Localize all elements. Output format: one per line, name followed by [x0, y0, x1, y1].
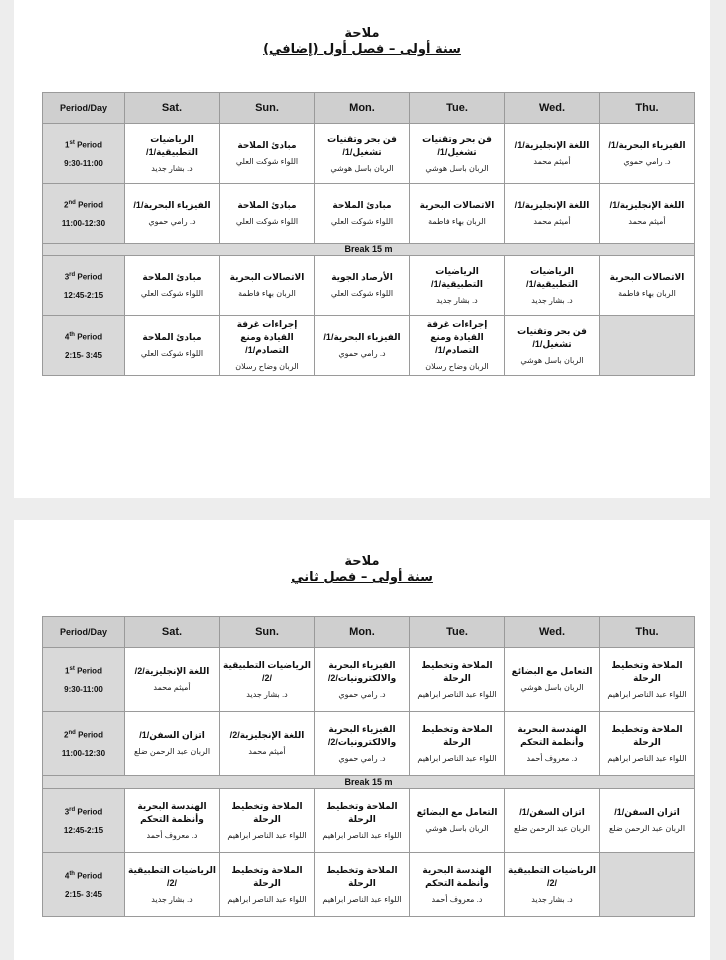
class-slot	[125, 648, 220, 712]
subject-name: اتزان السفن/1/	[614, 807, 680, 817]
instructor-name: أميثم محمد	[248, 747, 286, 756]
instructor-name: الربان بهاء فاطمة	[238, 289, 296, 298]
instructor-name: أميثم محمد	[533, 157, 571, 166]
period-suffix: th	[69, 871, 75, 878]
period-suffix: rd	[69, 272, 76, 279]
day-header: Wed.	[505, 93, 600, 124]
class-slot	[410, 256, 505, 316]
period-row	[43, 256, 695, 316]
subject-name: التعامل مع البضائع	[416, 807, 498, 817]
subject-name: الفيزياء البحرية/1/	[608, 140, 686, 150]
class-slot	[410, 853, 505, 917]
subject-name: الملاحة وتخطيط الرحلة	[231, 800, 303, 824]
instructor-name: د. معروف أحمد	[526, 753, 578, 763]
period-number: 4	[64, 871, 70, 881]
period-number: 2	[64, 200, 69, 210]
subject-name: الرياضيات التطبيقية /2/	[128, 864, 216, 888]
class-slot	[220, 184, 315, 244]
page-subtitle: سنة أولى – فصل ثاني	[291, 570, 433, 585]
period-suffix: st	[69, 140, 75, 147]
instructor-name: اللواء شوكت العلي	[235, 217, 299, 226]
page-title: ملاحة	[344, 26, 380, 41]
subject-name: اتزان السفن/1/	[139, 730, 205, 740]
subject-name: مبادئ الملاحة	[142, 332, 202, 342]
empty-slot	[600, 316, 695, 376]
day-header: Sat.	[125, 93, 220, 124]
subject-name: الفيزياء البحرية والالكترونيات/2/	[327, 723, 397, 747]
period-number: 1	[65, 666, 70, 676]
period-row	[43, 789, 695, 853]
instructor-name: الربان عبد الرحمن ضلع	[513, 824, 591, 833]
subject-name: الاتصالات البحرية	[419, 200, 495, 210]
subject-name: فن بحر وتقنيات تشغيل/1/	[327, 133, 397, 157]
subject-name: اللغة الإنجليزية/2/	[229, 730, 305, 740]
instructor-name: أميثم محمد	[153, 683, 191, 692]
period-word: Period	[77, 332, 103, 342]
instructor-name: الربان وضاح رسلان	[235, 362, 299, 371]
instructor-name: د. رامي حموي	[338, 349, 386, 358]
subject-name: اللغة الإنجليزية/1/	[609, 200, 685, 210]
class-slot	[315, 316, 410, 376]
class-slot	[315, 124, 410, 184]
instructor-name: اللواء شوكت العلي	[330, 217, 394, 226]
subject-name: الرياضيات التطبيقية/1/	[526, 265, 578, 289]
class-slot	[410, 789, 505, 853]
instructor-name: الربان وضاح رسلان	[425, 362, 489, 371]
timetable	[42, 92, 695, 376]
period-word: Period	[77, 140, 102, 150]
subject-name: الملاحة وتخطيط الرحلة	[611, 723, 683, 747]
instructor-name: أميثم محمد	[533, 217, 571, 226]
period-number: 2	[64, 730, 69, 740]
class-slot	[600, 712, 695, 776]
day-header: Wed.	[505, 617, 600, 648]
period-word: Period	[78, 200, 103, 210]
instructor-name: د. معروف أحمد	[431, 894, 483, 904]
period-number: 4	[64, 332, 70, 342]
period-label-cell	[43, 712, 125, 776]
period-number: 3	[64, 272, 70, 282]
class-slot	[315, 256, 410, 316]
class-slot	[315, 789, 410, 853]
subject-name: إجراءات غرفة القيادة ومنع التصادم/1/	[236, 319, 298, 355]
break-row	[43, 244, 695, 256]
period-time: 11:00-12:30	[61, 748, 106, 758]
instructor-name: د. بشار جديد	[531, 295, 573, 305]
period-word: Period	[77, 272, 103, 282]
subject-name: اللغة الإنجليزية/1/	[514, 140, 590, 150]
break-row	[43, 776, 695, 789]
class-slot	[505, 853, 600, 917]
subject-name: اللغة الإنجليزية/1/	[514, 200, 590, 210]
subject-name: الرياضيات التطبيقية/1/	[146, 133, 198, 157]
period-suffix: st	[69, 666, 75, 673]
class-slot	[220, 853, 315, 917]
class-slot	[315, 648, 410, 712]
empty-slot	[600, 853, 695, 917]
timetable	[42, 616, 695, 917]
class-slot	[125, 853, 220, 917]
period-day-header: Period/Day	[43, 93, 125, 124]
subject-name: الفيزياء البحرية/1/	[323, 332, 401, 342]
class-slot	[600, 184, 695, 244]
subject-name: اتزان السفن/1/	[519, 807, 585, 817]
subject-name: الملاحة وتخطيط الرحلة	[611, 659, 683, 683]
class-slot	[220, 712, 315, 776]
class-slot	[315, 184, 410, 244]
period-suffix: rd	[69, 807, 76, 814]
subject-name: الملاحة وتخطيط الرحلة	[231, 864, 303, 888]
break-label: Break 15 m	[43, 244, 695, 256]
day-header: Thu.	[600, 93, 695, 124]
page-title: ملاحة	[344, 554, 380, 569]
instructor-name: اللواء شوكت العلي	[235, 157, 299, 166]
class-slot	[315, 712, 410, 776]
subject-name: مبادئ الملاحة	[237, 200, 297, 210]
class-slot	[600, 124, 695, 184]
instructor-name: الربان باسل هوشي	[425, 163, 489, 173]
period-time: 9:30-11:00	[64, 684, 103, 694]
subject-name: اللغة الإنجليزية/2/	[134, 666, 210, 676]
subject-name: الهندسة البحرية وأنظمة التحكم	[517, 723, 587, 747]
class-slot	[505, 712, 600, 776]
period-label-cell	[43, 648, 125, 712]
instructor-name: اللواء شوكت العلي	[330, 289, 394, 298]
instructor-name: اللواء عبد الناصر ابراهيم	[322, 830, 402, 840]
period-suffix: nd	[68, 730, 76, 737]
instructor-name: اللواء عبد الناصر ابراهيم	[227, 830, 307, 840]
class-slot	[220, 789, 315, 853]
header-row	[43, 93, 695, 124]
period-row	[43, 184, 695, 244]
instructor-name: اللواء عبد الناصر ابراهيم	[417, 689, 497, 699]
subject-name: الملاحة وتخطيط الرحلة	[326, 800, 398, 824]
class-slot	[410, 316, 505, 376]
class-slot	[505, 184, 600, 244]
instructor-name: أميثم محمد	[628, 217, 666, 226]
period-label-cell	[43, 256, 125, 316]
period-time: 12:45-2:15	[63, 825, 104, 835]
subject-name: الملاحة وتخطيط الرحلة	[326, 864, 398, 888]
class-slot	[505, 316, 600, 376]
subject-name: الهندسة البحرية وأنظمة التحكم	[137, 800, 207, 824]
instructor-name: د. بشار جديد	[246, 689, 288, 699]
period-row	[43, 712, 695, 776]
period-label-cell	[43, 853, 125, 917]
instructor-name: د. رامي حموي	[148, 217, 196, 226]
subject-name: مبادئ الملاحة	[332, 200, 392, 210]
period-label-cell	[43, 124, 125, 184]
instructor-name: الربان بهاء فاطمة	[428, 217, 486, 226]
instructor-name: الربان عبد الرحمن ضلع	[133, 747, 211, 756]
instructor-name: د. بشار جديد	[151, 894, 193, 904]
class-slot	[410, 712, 505, 776]
class-slot	[220, 256, 315, 316]
subject-name: مبادئ الملاحة	[237, 140, 297, 150]
instructor-name: اللواء شوكت العلي	[140, 349, 204, 358]
subject-name: مبادئ الملاحة	[142, 272, 202, 282]
class-slot	[220, 316, 315, 376]
schedule-page-2	[14, 520, 710, 960]
day-header: Sun.	[220, 617, 315, 648]
period-word: Period	[77, 666, 102, 676]
header-row	[43, 617, 695, 648]
instructor-name: اللواء عبد الناصر ابراهيم	[322, 894, 402, 904]
subject-name: فن بحر وتقنيات تشغيل/1/	[422, 133, 492, 157]
day-header: Thu.	[600, 617, 695, 648]
period-word: Period	[77, 807, 103, 817]
subject-name: الاتصالات البحرية	[229, 272, 305, 282]
day-header: Tue.	[410, 93, 505, 124]
day-header: Mon.	[315, 93, 410, 124]
period-time: 9:30-11:00	[64, 158, 103, 168]
schedule-page-1	[14, 0, 710, 498]
instructor-name: اللواء شوكت العلي	[140, 289, 204, 298]
period-time: 11:00-12:30	[61, 218, 106, 228]
class-slot	[410, 184, 505, 244]
period-row	[43, 648, 695, 712]
period-time: 12:45-2:15	[63, 290, 104, 300]
class-slot	[505, 648, 600, 712]
period-word: Period	[77, 871, 103, 881]
subject-name: التعامل مع البضائع	[511, 666, 593, 676]
period-row	[43, 124, 695, 184]
subject-name: الأرصاد الجوية	[331, 272, 393, 282]
class-slot	[125, 256, 220, 316]
class-slot	[125, 712, 220, 776]
day-header: Sun.	[220, 93, 315, 124]
instructor-name: د. بشار جديد	[531, 894, 573, 904]
instructor-name: الربان باسل هوشي	[330, 163, 394, 173]
class-slot	[505, 256, 600, 316]
class-slot	[505, 124, 600, 184]
day-header: Mon.	[315, 617, 410, 648]
period-time: 2:15- 3:45	[65, 350, 102, 360]
period-suffix: nd	[68, 200, 76, 207]
class-slot	[125, 316, 220, 376]
subject-name: الفيزياء البحرية والالكترونيات/2/	[327, 659, 397, 683]
break-label: Break 15 m	[43, 776, 695, 789]
class-slot	[600, 648, 695, 712]
instructor-name: اللواء عبد الناصر ابراهيم	[607, 753, 687, 763]
period-label-cell	[43, 316, 125, 376]
period-time: 2:15- 3:45	[65, 889, 102, 899]
subject-name: الملاحة وتخطيط الرحلة	[421, 723, 493, 747]
instructor-name: الربان عبد الرحمن ضلع	[608, 824, 686, 833]
period-suffix: th	[69, 332, 75, 339]
period-label-cell	[43, 789, 125, 853]
instructor-name: د. معروف أحمد	[146, 830, 198, 840]
period-number: 1	[65, 140, 70, 150]
subject-name: الهندسة البحرية وأنظمة التحكم	[422, 864, 492, 888]
page-subtitle: سنة أولى – فصل أول (إضافي)	[263, 42, 461, 57]
period-label-cell	[43, 184, 125, 244]
instructor-name: اللواء عبد الناصر ابراهيم	[227, 894, 307, 904]
period-day-header: Period/Day	[43, 617, 125, 648]
class-slot	[600, 256, 695, 316]
subject-name: الرياضيات التطبيقية/1/	[431, 265, 483, 289]
class-slot	[410, 648, 505, 712]
instructor-name: اللواء عبد الناصر ابراهيم	[607, 689, 687, 699]
class-slot	[220, 124, 315, 184]
subject-name: الملاحة وتخطيط الرحلة	[421, 659, 493, 683]
instructor-name: الربان بهاء فاطمة	[618, 289, 676, 298]
class-slot	[410, 124, 505, 184]
instructor-name: الربان باسل هوشي	[520, 355, 584, 365]
instructor-name: الربان باسل هوشي	[425, 824, 489, 833]
instructor-name: د. رامي حموي	[623, 157, 671, 166]
subject-name: الاتصالات البحرية	[609, 272, 685, 282]
instructor-name: الربان باسل هوشي	[520, 683, 584, 692]
period-number: 3	[64, 807, 70, 817]
class-slot	[125, 184, 220, 244]
class-slot	[600, 789, 695, 853]
class-slot	[220, 648, 315, 712]
class-slot	[315, 853, 410, 917]
class-slot	[125, 789, 220, 853]
subject-name: فن بحر وتقنيات تشغيل/1/	[517, 325, 587, 349]
instructor-name: د. رامي حموي	[338, 689, 386, 699]
subject-name: الرياضيات التطبيقية /2/	[223, 659, 311, 683]
class-slot	[505, 789, 600, 853]
instructor-name: اللواء عبد الناصر ابراهيم	[417, 753, 497, 763]
class-slot	[125, 124, 220, 184]
day-header: Sat.	[125, 617, 220, 648]
period-row	[43, 316, 695, 376]
subject-name: الرياضيات التطبيقية /2/	[508, 864, 596, 888]
subject-name: الفيزياء البحرية/1/	[133, 200, 211, 210]
instructor-name: د. بشار جديد	[151, 163, 193, 173]
day-header: Tue.	[410, 617, 505, 648]
period-word: Period	[78, 730, 103, 740]
period-row	[43, 853, 695, 917]
instructor-name: د. رامي حموي	[338, 753, 386, 763]
subject-name: إجراءات غرفة القيادة ومنع التصادم/1/	[426, 319, 488, 355]
instructor-name: د. بشار جديد	[436, 295, 478, 305]
